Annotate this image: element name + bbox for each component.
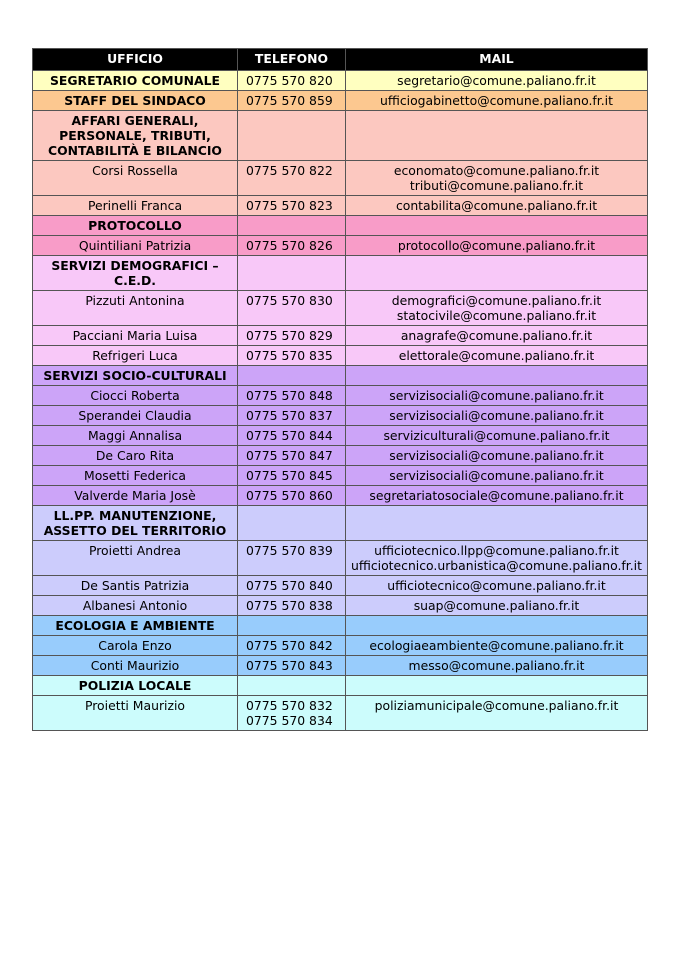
office-text: Quintiliani Patrizia xyxy=(78,238,192,253)
mail-cell xyxy=(346,541,648,576)
office-text: Corsi Rossella xyxy=(92,163,178,178)
office-name-cell xyxy=(33,636,238,656)
mail-cell xyxy=(346,506,648,541)
phone-cell xyxy=(238,216,346,236)
office-name-cell xyxy=(33,386,238,406)
phone-text: 0775 570 820 xyxy=(246,73,333,88)
phone-cell xyxy=(238,426,346,446)
mail-cell xyxy=(346,236,648,256)
phone-cell xyxy=(238,256,346,291)
mail-text[interactable]: demografici@comune.paliano.fr.it xyxy=(391,293,602,308)
phone-text: 0775 570 829 xyxy=(246,328,333,343)
office-section-cell xyxy=(33,256,238,291)
office-section-cell xyxy=(33,91,238,111)
mail-text[interactable]: servizisociali@comune.paliano.fr.it xyxy=(389,408,604,423)
phone-text: 0775 570 859 xyxy=(246,93,333,108)
section-row xyxy=(33,256,648,291)
office-text: Pacciani Maria Luisa xyxy=(72,328,198,343)
table-row xyxy=(33,486,648,506)
office-text: PROTOCOLLO xyxy=(88,218,182,233)
mail-cell xyxy=(346,291,648,326)
office-name-cell xyxy=(33,426,238,446)
phone-cell xyxy=(238,596,346,616)
mail-cell xyxy=(346,466,648,486)
office-text: PERSONALE, TRIBUTI, xyxy=(59,128,211,143)
office-text: De Caro Rita xyxy=(95,448,175,463)
office-name-cell xyxy=(33,326,238,346)
phone-text: 0775 570 830 xyxy=(246,293,333,308)
office-text: Valverde Maria Josè xyxy=(74,488,196,503)
mail-cell xyxy=(346,196,648,216)
section-row xyxy=(33,71,648,91)
mail-text[interactable]: segretariatosociale@comune.paliano.fr.it xyxy=(369,488,624,503)
phone-cell xyxy=(238,576,346,596)
office-text: ASSETTO DEL TERRITORIO xyxy=(43,523,227,538)
phone-text: 0775 570 826 xyxy=(246,238,333,253)
mail-text[interactable]: ufficiotecnico.llpp@comune.paliano.fr.it xyxy=(374,543,619,558)
mail-cell xyxy=(346,161,648,196)
mail-cell xyxy=(346,486,648,506)
office-text: Maggi Annalisa xyxy=(87,428,183,443)
office-text: Proietti Maurizio xyxy=(84,698,186,713)
office-text: Mosetti Federica xyxy=(84,468,186,483)
office-text: Perinelli Franca xyxy=(87,198,183,213)
office-name-cell xyxy=(33,161,238,196)
office-section-cell xyxy=(33,71,238,91)
phone-cell xyxy=(238,506,346,541)
mail-text[interactable]: ufficiogabinetto@comune.paliano.fr.it xyxy=(380,93,613,108)
office-name-cell xyxy=(33,291,238,326)
table-row xyxy=(33,291,648,326)
section-row xyxy=(33,506,648,541)
office-text: C.E.D. xyxy=(114,273,156,288)
office-section-cell xyxy=(33,366,238,386)
section-row xyxy=(33,676,648,696)
mail-text[interactable]: ufficiotecnico.urbanistica@comune.paliano.fr.it xyxy=(350,558,642,573)
office-text: Refrigeri Luca xyxy=(92,348,178,363)
office-name-cell xyxy=(33,406,238,426)
phone-cell xyxy=(238,446,346,466)
phone-text: 0775 570 834 xyxy=(246,713,333,728)
office-text: Pizzuti Antonina xyxy=(85,293,185,308)
mail-text[interactable]: servizisociali@comune.paliano.fr.it xyxy=(389,388,604,403)
section-row xyxy=(33,366,648,386)
office-name-cell xyxy=(33,486,238,506)
mail-cell xyxy=(346,616,648,636)
phone-text: 0775 570 843 xyxy=(246,658,333,673)
phone-cell xyxy=(238,386,346,406)
office-text: SEGRETARIO COMUNALE xyxy=(50,73,220,88)
phone-cell xyxy=(238,236,346,256)
mail-text[interactable]: tributi@comune.paliano.fr.it xyxy=(409,178,584,193)
office-name-cell xyxy=(33,346,238,366)
mail-text[interactable]: servizisociali@comune.paliano.fr.it xyxy=(389,468,604,483)
mail-cell xyxy=(346,426,648,446)
phone-cell xyxy=(238,541,346,576)
office-name-cell xyxy=(33,236,238,256)
phone-text: 0775 570 837 xyxy=(246,408,333,423)
mail-text[interactable]: serviziculturali@comune.paliano.fr.it xyxy=(383,428,610,443)
mail-cell xyxy=(346,636,648,656)
office-text: Proietti Andrea xyxy=(88,543,182,558)
mail-cell xyxy=(346,386,648,406)
table-row xyxy=(33,656,648,676)
office-text: SERVIZI DEMOGRAFICI – xyxy=(51,258,219,273)
office-text: Carola Enzo xyxy=(98,638,172,653)
phone-text: 0775 570 840 xyxy=(246,578,333,593)
mail-cell xyxy=(346,111,648,161)
phone-text: 0775 570 844 xyxy=(246,428,333,443)
phone-cell xyxy=(238,91,346,111)
phone-cell xyxy=(238,111,346,161)
mail-text[interactable]: contabilita@comune.paliano.fr.it xyxy=(395,198,598,213)
office-name-cell xyxy=(33,576,238,596)
office-section-cell xyxy=(33,676,238,696)
office-text: POLIZIA LOCALE xyxy=(78,678,192,693)
office-text: LL.PP. MANUTENZIONE, xyxy=(53,508,217,523)
mail-cell xyxy=(346,576,648,596)
office-name-cell xyxy=(33,541,238,576)
mail-cell xyxy=(346,91,648,111)
table-row xyxy=(33,576,648,596)
phone-text: 0775 570 838 xyxy=(246,598,333,613)
phone-cell xyxy=(238,616,346,636)
table-row xyxy=(33,541,648,576)
office-section-cell xyxy=(33,216,238,236)
phone-cell xyxy=(238,656,346,676)
section-row xyxy=(33,616,648,636)
section-row xyxy=(33,216,648,236)
mail-cell xyxy=(346,676,648,696)
table-row xyxy=(33,406,648,426)
office-text: SERVIZI SOCIO-CULTURALI xyxy=(43,368,227,383)
office-name-cell xyxy=(33,656,238,676)
office-name-cell xyxy=(33,196,238,216)
section-row xyxy=(33,91,648,111)
phone-cell xyxy=(238,71,346,91)
phone-text: 0775 570 845 xyxy=(246,468,333,483)
phone-text: 0775 570 860 xyxy=(246,488,333,503)
contacts-table xyxy=(32,48,648,731)
phone-cell xyxy=(238,346,346,366)
office-name-cell xyxy=(33,596,238,616)
mail-text[interactable]: suap@comune.paliano.fr.it xyxy=(413,598,580,613)
mail-text[interactable]: poliziamunicipale@comune.paliano.fr.it xyxy=(374,698,619,713)
section-row xyxy=(33,111,648,161)
phone-text: 0775 570 835 xyxy=(246,348,333,363)
mail-cell xyxy=(346,256,648,291)
mail-cell xyxy=(346,216,648,236)
office-text: Conti Maurizio xyxy=(90,658,180,673)
mail-text[interactable]: segretario@comune.paliano.fr.it xyxy=(397,73,596,88)
mail-text[interactable]: anagrafe@comune.paliano.fr.it xyxy=(400,328,593,343)
mail-cell xyxy=(346,71,648,91)
mail-text[interactable]: statocivile@comune.paliano.fr.it xyxy=(396,308,597,323)
phone-cell xyxy=(238,291,346,326)
table-row xyxy=(33,161,648,196)
office-section-cell xyxy=(33,616,238,636)
phone-text: 0775 570 832 xyxy=(246,698,333,713)
mail-cell xyxy=(346,366,648,386)
office-text: AFFARI GENERALI, xyxy=(71,113,199,128)
office-section-cell xyxy=(33,111,238,161)
table-row xyxy=(33,236,648,256)
phone-cell xyxy=(238,326,346,346)
phone-cell xyxy=(238,406,346,426)
table-row xyxy=(33,696,648,731)
phone-cell xyxy=(238,696,346,731)
phone-text: 0775 570 839 xyxy=(246,543,333,558)
phone-text: 0775 570 848 xyxy=(246,388,333,403)
table-row xyxy=(33,466,648,486)
mail-text[interactable]: elettorale@comune.paliano.fr.it xyxy=(398,348,595,363)
phone-text: 0775 570 842 xyxy=(246,638,333,653)
office-text: ECOLOGIA E AMBIENTE xyxy=(55,618,215,633)
table-row xyxy=(33,446,648,466)
mail-cell xyxy=(346,696,648,731)
office-name-cell xyxy=(33,696,238,731)
office-text: Sperandei Claudia xyxy=(78,408,192,423)
phone-text: 0775 570 847 xyxy=(246,448,333,463)
mail-text[interactable]: ecologiaeambiente@comune.paliano.fr.it xyxy=(369,638,624,653)
header-phone: TELEFONO xyxy=(238,49,346,71)
header-mail: MAIL xyxy=(346,49,648,71)
mail-cell xyxy=(346,326,648,346)
office-text: Albanesi Antonio xyxy=(82,598,188,613)
phone-cell xyxy=(238,161,346,196)
phone-cell xyxy=(238,196,346,216)
phone-text: 0775 570 822 xyxy=(246,163,333,178)
office-name-cell xyxy=(33,446,238,466)
office-name-cell xyxy=(33,466,238,486)
phone-cell xyxy=(238,636,346,656)
header-office: UFFICIO xyxy=(33,49,238,71)
mail-text[interactable]: protocollo@comune.paliano.fr.it xyxy=(397,238,596,253)
table-row xyxy=(33,636,648,656)
office-text: CONTABILITÀ E BILANCIO xyxy=(48,143,222,158)
mail-text[interactable]: servizisociali@comune.paliano.fr.it xyxy=(389,448,604,463)
mail-cell xyxy=(346,346,648,366)
table-header-row xyxy=(33,49,648,71)
table-row xyxy=(33,386,648,406)
office-text: Ciocci Roberta xyxy=(90,388,180,403)
mail-cell xyxy=(346,656,648,676)
office-text: De Santis Patrizia xyxy=(80,578,190,593)
table-body xyxy=(33,71,648,731)
phone-cell xyxy=(238,366,346,386)
phone-text: 0775 570 823 xyxy=(246,198,333,213)
mail-text[interactable]: ufficiotecnico@comune.paliano.fr.it xyxy=(387,578,606,593)
mail-text[interactable]: economato@comune.paliano.fr.it xyxy=(393,163,600,178)
table-row xyxy=(33,326,648,346)
table-row xyxy=(33,346,648,366)
phone-cell xyxy=(238,676,346,696)
mail-cell xyxy=(346,406,648,426)
phone-cell xyxy=(238,466,346,486)
table-row xyxy=(33,426,648,446)
mail-cell xyxy=(346,446,648,466)
office-section-cell xyxy=(33,506,238,541)
table-row xyxy=(33,196,648,216)
mail-cell xyxy=(346,596,648,616)
office-text: STAFF DEL SINDACO xyxy=(64,93,206,108)
phone-cell xyxy=(238,486,346,506)
mail-text[interactable]: messo@comune.paliano.fr.it xyxy=(408,658,585,673)
table-row xyxy=(33,596,648,616)
